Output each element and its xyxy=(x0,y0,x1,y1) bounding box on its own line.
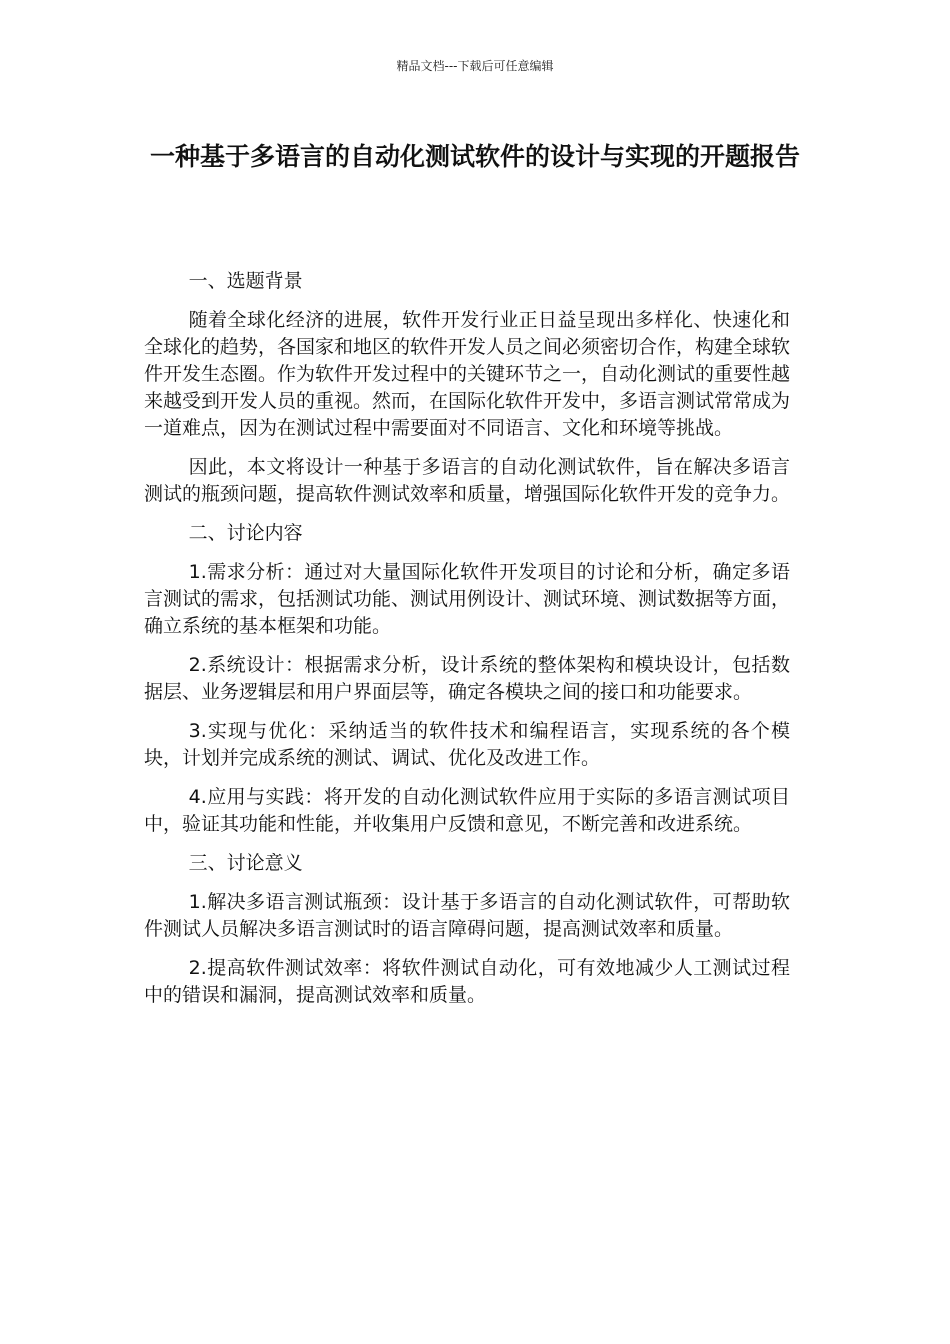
paragraph: 随着全球化经济的进展，软件开发行业正日益呈现出多样化、快速化和全球化的趋势，各国家和地区的软件开发人员之间必须密切合作，构建全球软件开发生态圈。作为软件开发过程中的关键环节之一，自动化测试的重要性越来越受到开发人员的重视。然而，在国际化软件开发中，多语言测试常常成为一道难点，因为在测试过程中需要面对不同语言、文化和环境等挑战。 xyxy=(144,309,791,439)
paragraph: 4.应用与实践：将开发的自动化测试软件应用于实际的多语言测试项目中，验证其功能和性能，并收集用户反馈和意见，不断完善和改进系统。 xyxy=(144,786,790,835)
paragraph: 因此，本文将设计一种基于多语言的自动化测试软件，旨在解决多语言测试的瓶颈问题，提高软件测试效率和质量，增强国际化软件开发的竞争力。 xyxy=(144,456,791,505)
paragraph: 2.提高软件测试效率：将软件测试自动化，可有效地减少人工测试过程中的错误和漏洞，提高测试效率和质量。 xyxy=(144,957,790,1006)
header-note: 精品文档---下载后可任意编辑 xyxy=(396,59,554,73)
section-heading-content: 二、讨论内容 xyxy=(188,522,303,544)
paragraph: 3.实现与优化：采纳适当的软件技术和编程语言，实现系统的各个模块，计划并完成系统的测试、调试、优化及改进工作。 xyxy=(144,720,790,769)
section-heading-background: 一、选题背景 xyxy=(188,270,303,292)
paragraph: 1.需求分析：通过对大量国际化软件开发项目的讨论和分析，确定多语言测试的需求，包括测试功能、测试用例设计、测试环境、测试数据等方面，确立系统的基本框架和功能。 xyxy=(144,561,791,637)
paragraph: 1.解决多语言测试瓶颈：设计基于多语言的自动化测试软件，可帮助软件测试人员解决多语言测试时的语言障碍问题，提高测试效率和质量。 xyxy=(144,891,790,940)
section-heading-significance: 三、讨论意义 xyxy=(188,852,303,874)
document-body xyxy=(144,268,790,1021)
document-title: 一种基于多语言的自动化测试软件的设计与实现的开题报告 xyxy=(149,142,800,171)
paragraph: 2.系统设计：根据需求分析，设计系统的整体架构和模块设计，包括数据层、业务逻辑层和用户界面层等，确定各模块之间的接口和功能要求。 xyxy=(144,654,790,703)
